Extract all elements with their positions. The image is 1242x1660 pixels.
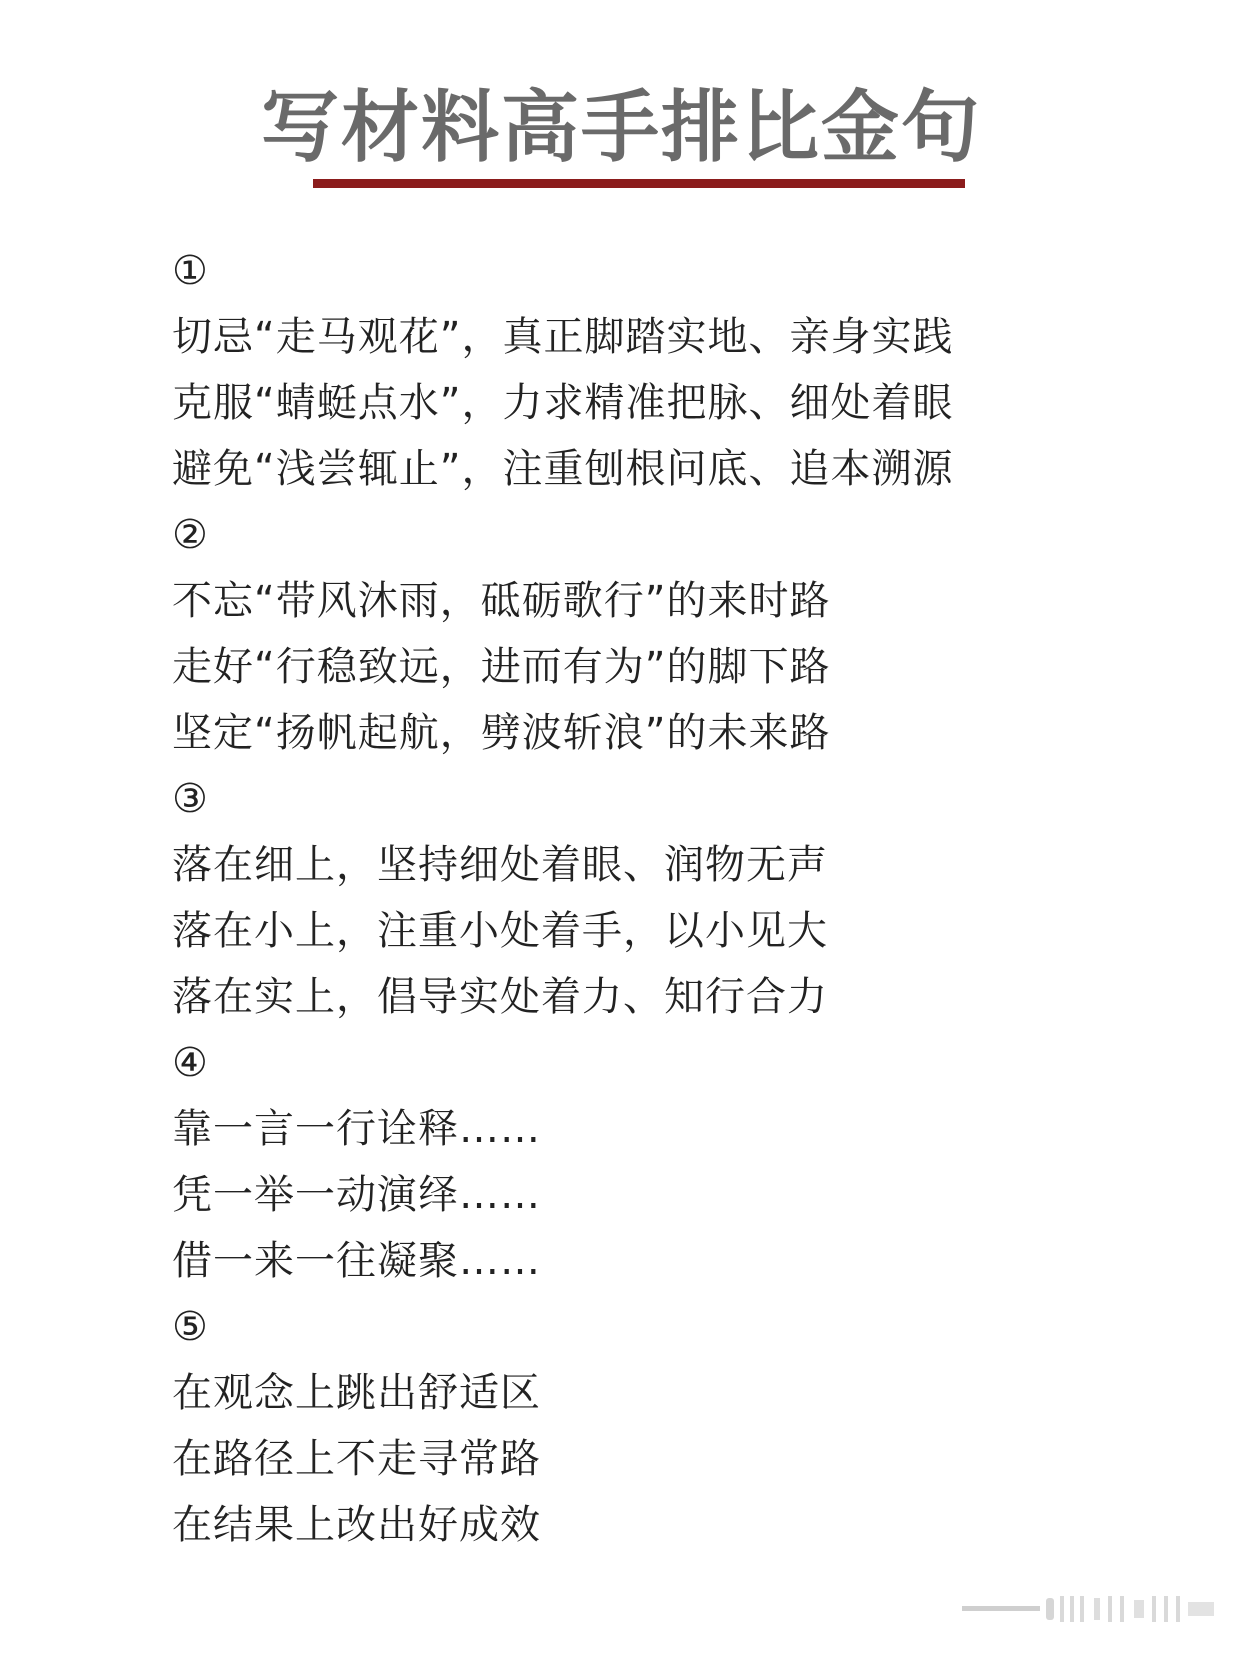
text-line: 走好“行稳致远，进而有为”的脚下路 [172,644,831,690]
text-line: 在结果上改出好成效 [172,1502,541,1548]
section-number: ③ [172,776,208,822]
section-5 [172,1294,1172,1558]
content-list [172,238,1172,1558]
text-line: 不忘“带风沐雨，砥砺歌行”的来时路 [172,578,831,624]
text-line: 落在实上，倡导实处着力、知行合力 [172,974,828,1020]
text-line: 凭一举一动演绎…… [172,1172,541,1218]
text-line: 在观念上跳出舒适区 [172,1370,541,1416]
section-number: ① [172,248,208,294]
page-title: 写材料高手排比金句 [260,82,981,173]
text-line: 切忌“走马观花”，真正脚踏实地、亲身实践 [172,314,954,360]
section-2 [172,502,1172,766]
section-1 [172,238,1172,502]
watermark-logo [962,1592,1222,1626]
title-underline [313,179,965,188]
text-line: 坚定“扬帆起航，劈波斩浪”的未来路 [172,710,831,756]
text-line: 落在细上，坚持细处着眼、润物无声 [172,842,828,888]
text-line: 在路径上不走寻常路 [172,1436,541,1482]
section-4 [172,1030,1172,1294]
section-number: ② [172,512,208,558]
text-line: 避免“浅尝辄止”，注重刨根问底、追本溯源 [172,446,954,492]
text-line: 借一来一往凝聚…… [172,1238,541,1284]
section-number: ⑤ [172,1304,208,1350]
section-number: ④ [172,1040,208,1086]
text-line: 落在小上，注重小处着手，以小见大 [172,908,828,954]
section-3 [172,766,1172,1030]
text-line: 克服“蜻蜓点水”，力求精准把脉、细处着眼 [172,380,954,426]
text-line: 靠一言一行诠释…… [172,1106,541,1152]
